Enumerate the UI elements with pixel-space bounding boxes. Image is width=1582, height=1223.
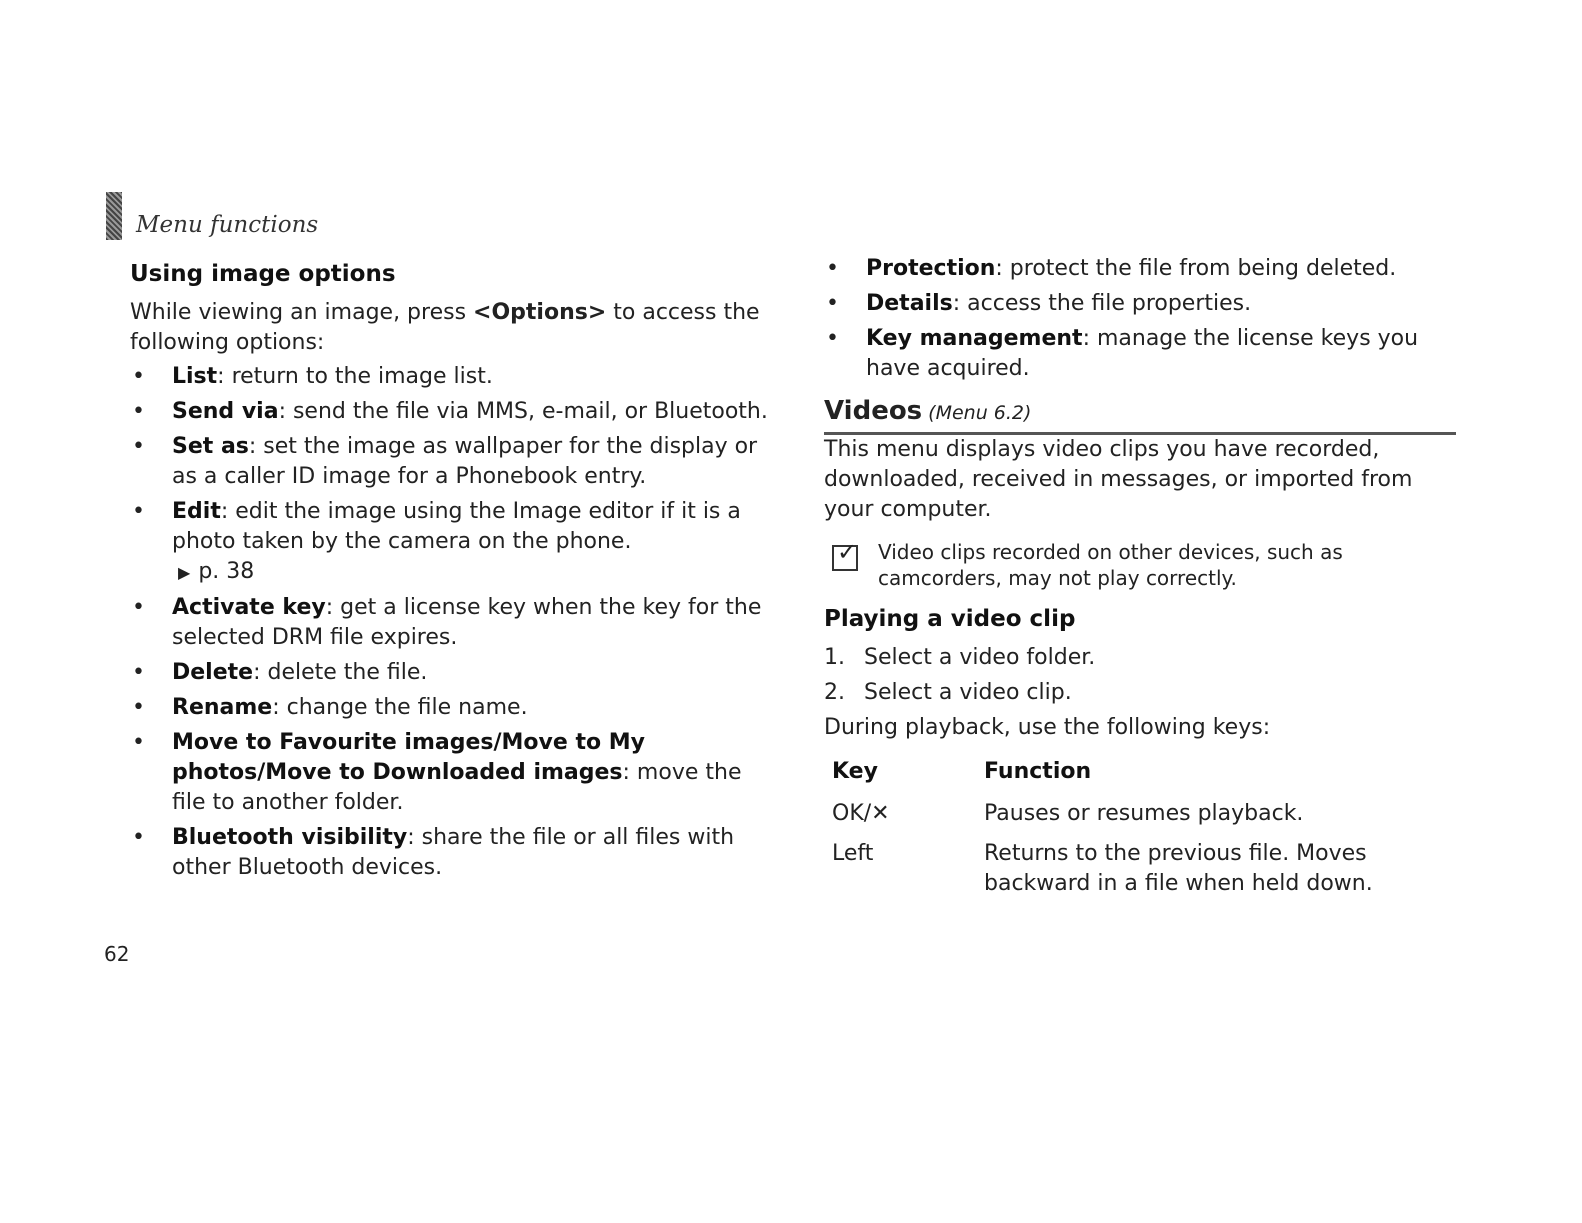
videos-description: This menu displays video clips you have recorded, downloaded, received in messages, or imported from your computer.: [824, 437, 1413, 522]
note-text: Video clips recorded on other devices, such as camcorders, may not play correctly.: [878, 540, 1343, 590]
list-item: [824, 289, 1456, 319]
videos-title: Videos: [824, 396, 923, 426]
list-item: [130, 397, 770, 427]
step-text: Select a video folder.: [864, 645, 1096, 670]
bullet-icon: •: [826, 256, 839, 281]
option-desc: : change the file name.: [272, 695, 528, 720]
option-desc: : send the file via MMS, e-mail, or Bluetooth.: [278, 399, 768, 424]
videos-menu-number: (Menu 6.2): [928, 402, 1032, 424]
list-item: [130, 593, 770, 653]
option-term: Key management: [866, 326, 1083, 351]
list-item: [130, 362, 770, 392]
list-item: [130, 823, 770, 883]
key-cell: OK/✕: [832, 801, 890, 826]
option-desc: : get a license key when the key for the selected DRM file expires.: [172, 595, 762, 650]
bullet-icon: •: [132, 399, 145, 424]
bullet-icon: •: [132, 825, 145, 850]
list-item: [130, 432, 770, 492]
list-item: [824, 254, 1456, 284]
list-item: [824, 324, 1456, 384]
bullet-icon: •: [826, 326, 839, 351]
intro-text: to access the following options:: [130, 300, 760, 355]
bullet-icon: •: [132, 595, 145, 620]
option-desc: : access the file properties.: [952, 291, 1252, 316]
section-title: Menu functions: [136, 212, 319, 238]
steps-list: [824, 643, 1456, 708]
arrow-right-icon: ▶: [178, 563, 191, 582]
bullet-icon: •: [132, 434, 145, 459]
playback-intro: During playback, use the following keys:: [824, 715, 1271, 740]
option-term: Details: [866, 291, 953, 316]
image-options-list: [130, 362, 770, 883]
option-desc: : edit the image using the Image editor if it is a photo taken by the camera on the phone.: [172, 499, 741, 554]
option-desc: : manage the license keys you have acquired.: [866, 326, 1419, 381]
option-term: List: [172, 364, 218, 389]
option-term: Activate key: [172, 595, 326, 620]
option-desc: : share the file or all files with other Bluetooth devices.: [172, 825, 735, 880]
option-term: Send via: [172, 399, 279, 424]
table-row: [832, 835, 1456, 905]
step-item: [824, 643, 1456, 673]
option-desc: : delete the file.: [253, 660, 428, 685]
right-column: [824, 254, 1456, 905]
table-row: [832, 795, 1456, 835]
bullet-icon: •: [132, 660, 145, 685]
option-term: Set as: [172, 434, 249, 459]
option-term: Rename: [172, 695, 273, 720]
checkmark-icon: ✓: [832, 545, 858, 571]
bullet-icon: •: [132, 364, 145, 389]
playback-keys-table: [832, 751, 1456, 905]
playing-video-heading: Playing a video clip: [824, 606, 1076, 632]
step-number: 1.: [824, 645, 845, 670]
section-header: [106, 192, 406, 240]
step-number: 2.: [824, 680, 845, 705]
left-column: [130, 258, 770, 888]
page-number: 62: [104, 942, 130, 966]
key-column-header: Key: [832, 759, 878, 784]
page-reference-text: p. 38: [198, 559, 255, 584]
function-cell: Returns to the previous file. Moves backward in a file when held down.: [984, 841, 1373, 896]
bullet-icon: •: [132, 499, 145, 524]
function-cell: Pauses or resumes playback.: [984, 801, 1304, 826]
option-desc: : move the file to another folder.: [172, 760, 742, 815]
list-item: [130, 728, 770, 818]
key-cell: Left: [832, 841, 874, 866]
section-marker-icon: [106, 192, 122, 240]
list-item: [130, 658, 770, 688]
function-column-header: Function: [984, 759, 1092, 784]
image-options-intro: [130, 298, 770, 358]
bullet-icon: •: [132, 695, 145, 720]
videos-heading: [824, 396, 1456, 435]
image-options-heading: Using image options: [130, 261, 396, 287]
bullet-icon: •: [132, 730, 145, 755]
option-desc: : protect the file from being deleted.: [995, 256, 1397, 281]
list-item: [130, 497, 770, 588]
bullet-icon: •: [826, 291, 839, 316]
image-options-list-continued: [824, 254, 1456, 384]
note-box: [824, 539, 1456, 591]
step-item: [824, 678, 1456, 708]
option-desc: : return to the image list.: [217, 364, 493, 389]
table-header-row: [832, 751, 1456, 795]
option-term: Bluetooth visibility: [172, 825, 408, 850]
option-term: Move to Favourite images/Move to My photos/Move to Downloaded images: [172, 730, 645, 785]
page-reference: [172, 557, 770, 588]
option-desc: : set the image as wallpaper for the display or as a caller ID image for a Phonebook entry.: [172, 434, 758, 489]
options-key: <Options>: [473, 300, 607, 325]
step-text: Select a video clip.: [864, 680, 1072, 705]
option-term: Protection: [866, 256, 996, 281]
intro-text: While viewing an image, press: [130, 300, 474, 325]
option-term: Edit: [172, 499, 221, 524]
option-term: Delete: [172, 660, 254, 685]
list-item: [130, 693, 770, 723]
